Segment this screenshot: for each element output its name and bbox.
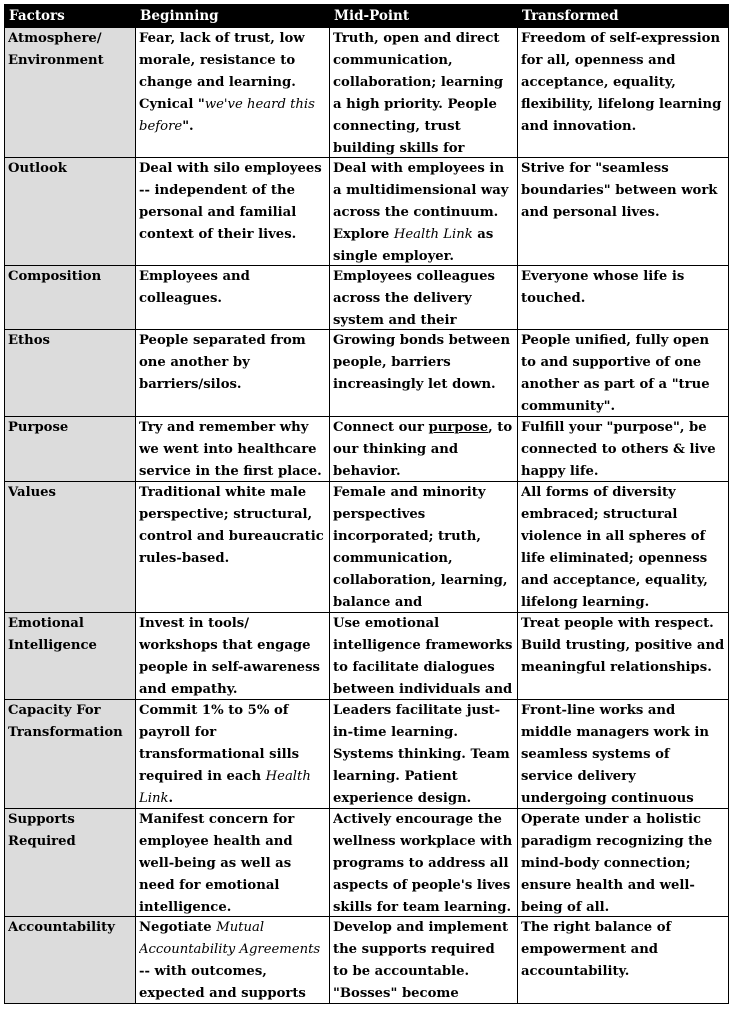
midpoint-text: Deal with employees in a multidimensional way across the continuum. Explore (333, 161, 509, 242)
transformed-text: Freedom of self-expression for all, openness and acceptance, equality, flexibility, lifelong learning and innovation. (521, 31, 722, 134)
midpoint-cell (330, 158, 518, 266)
header-beginning: Beginning (136, 5, 330, 28)
midpoint-cell (330, 613, 518, 700)
header-transformed: Transformed (518, 5, 729, 28)
table-row (5, 158, 729, 266)
midpoint-text: Truth, open and direct communication, collaboration; learning a high priority. People connecting, trust building skills for (333, 31, 504, 156)
midpoint-cell (330, 809, 518, 917)
transformed-text: All forms of diversity embraced; structural violence in all spheres of life eliminated; openness and acceptance, equality, lifelong learning. (521, 485, 708, 610)
beginning-cell (136, 482, 330, 613)
transformed-cell (518, 917, 729, 1004)
beginning-text: we've heard this before (139, 97, 315, 134)
beginning-text: Invest in tools/ workshops that engage people in self-awareness and empathy. (139, 616, 320, 697)
transformed-cell (518, 28, 729, 158)
midpoint-text: Health Link (393, 227, 473, 242)
beginning-cell (136, 158, 330, 266)
beginning-text: People separated from one another by barriers/silos. (139, 333, 306, 392)
transformed-cell (518, 266, 729, 330)
midpoint-cell (330, 266, 518, 330)
factor-cell (5, 613, 136, 700)
factor-label: Capacity For (8, 703, 101, 718)
midpoint-text: Employees colleagues across the delivery system and their (333, 269, 495, 328)
factor-cell (5, 700, 136, 809)
midpoint-cell (330, 28, 518, 158)
beginning-text: Commit 1% to 5% of payroll for transformational sills required in each (139, 703, 300, 784)
beginning-text: Negotiate (139, 920, 217, 935)
factor-label: Outlook (8, 161, 67, 176)
beginning-text: . (168, 791, 174, 806)
table-row (5, 700, 729, 809)
transformed-cell (518, 330, 729, 417)
midpoint-text: , to our thinking and behavior. (333, 420, 513, 479)
beginning-cell (136, 330, 330, 417)
midpoint-cell (330, 330, 518, 417)
beginning-cell (136, 613, 330, 700)
beginning-text: Traditional white male perspective; structural, control and bureaucratic rules-based. (139, 485, 324, 566)
transformed-cell (518, 700, 729, 809)
transformed-cell (518, 417, 729, 482)
midpoint-text: Leaders facilitate just-in-time learning. Systems thinking. Team learning. Patient experience design. (333, 703, 510, 806)
beginning-text: Health Link (139, 769, 311, 806)
transformed-text: People unified, fully open to and supportive of one another as part of a "true community". (521, 333, 710, 414)
transformed-text: Everyone whose life is touched. (521, 269, 685, 306)
factor-label: Ethos (8, 333, 50, 348)
transformed-text: The right balance of empowerment and accountability. (521, 920, 672, 979)
table-row (5, 417, 729, 482)
midpoint-text: Use emotional intelligence frameworks to facilitate dialogues between individuals and (333, 616, 513, 697)
transformed-text: Front-line works and middle managers work in seamless systems of service delivery undergoing continuous (521, 703, 710, 806)
table-row (5, 917, 729, 1004)
table-row (5, 809, 729, 917)
beginning-cell (136, 417, 330, 482)
beginning-text: -- with outcomes, expected and supports (139, 964, 306, 1001)
beginning-text: Try and remember why we went into healthcare service in the first place. (139, 420, 322, 479)
factor-label: Emotional (8, 616, 84, 631)
midpoint-cell (330, 417, 518, 482)
factor-cell (5, 158, 136, 266)
midpoint-cell (330, 482, 518, 613)
transformed-text: Treat people with respect. Build trusting, positive and meaningful relationships. (521, 616, 725, 675)
table-row (5, 482, 729, 613)
factor-label: Transformation (8, 725, 123, 740)
transformed-cell (518, 809, 729, 917)
beginning-text: Manifest concern for employee health and well-being as well as need for emotional intelligence. (139, 812, 295, 915)
factor-cell (5, 482, 136, 613)
midpoint-text: Actively encourage the wellness workplace with programs to address all aspects of people's lives skills for team learning. (333, 812, 513, 915)
transformed-cell (518, 613, 729, 700)
factor-label: Values (8, 485, 56, 500)
midpoint-text: as single employer. (333, 227, 494, 264)
midpoint-text: Female and minority perspectives incorporated; truth, communication, collaboration, learning, balance and (333, 485, 508, 610)
table-row (5, 613, 729, 700)
beginning-cell (136, 266, 330, 330)
table-row (5, 266, 729, 330)
beginning-text: Deal with silo employees -- independent of the personal and familial context of their lives. (139, 161, 322, 242)
factor-cell (5, 28, 136, 158)
midpoint-text: Connect our (333, 420, 429, 435)
beginning-cell (136, 809, 330, 917)
transformed-text: Strive for "seamless boundaries" between work and personal lives. (521, 161, 718, 220)
midpoint-text: Growing bonds between people, barriers increasingly let down. (333, 333, 511, 392)
factor-cell (5, 917, 136, 1004)
table-row (5, 330, 729, 417)
header-factors: Factors (5, 5, 136, 28)
beginning-text: ". (182, 119, 194, 134)
table-row (5, 28, 729, 158)
beginning-cell (136, 917, 330, 1004)
factor-label: Composition (8, 269, 102, 284)
factor-cell (5, 330, 136, 417)
factor-label: Intelligence (8, 638, 97, 653)
transformed-text: Operate under a holistic paradigm recognizing the mind-body connection; ensure health and well-being of all. (521, 812, 713, 915)
beginning-text: Fear, lack of trust, low morale, resistance to change and learning. Cynical " (139, 31, 305, 112)
midpoint-text: Develop and implement the supports required to be accountable. "Bosses" become (333, 920, 509, 1001)
header-row (5, 5, 729, 28)
factor-cell (5, 417, 136, 482)
midpoint-text: purpose (428, 420, 489, 435)
factor-label: Required (8, 834, 76, 849)
factor-label: Purpose (8, 420, 69, 435)
transformed-cell (518, 158, 729, 266)
factor-label: Atmosphere/ (8, 31, 102, 46)
factor-cell (5, 809, 136, 917)
beginning-cell (136, 700, 330, 809)
factor-label: Supports (8, 812, 75, 827)
transformed-cell (518, 482, 729, 613)
factor-label: Accountability (8, 920, 115, 935)
factor-label: Environment (8, 53, 104, 68)
beginning-text: Mutual Accountability Agreements (139, 920, 321, 957)
header-midpoint: Mid-Point (330, 5, 518, 28)
midpoint-cell (330, 917, 518, 1004)
transformed-text: Fulfill your "purpose", be connected to others & live happy life. (521, 420, 716, 479)
factor-cell (5, 266, 136, 330)
midpoint-cell (330, 700, 518, 809)
factors-table (4, 4, 729, 1004)
beginning-text: Employees and colleagues. (139, 269, 250, 306)
beginning-cell (136, 28, 330, 158)
